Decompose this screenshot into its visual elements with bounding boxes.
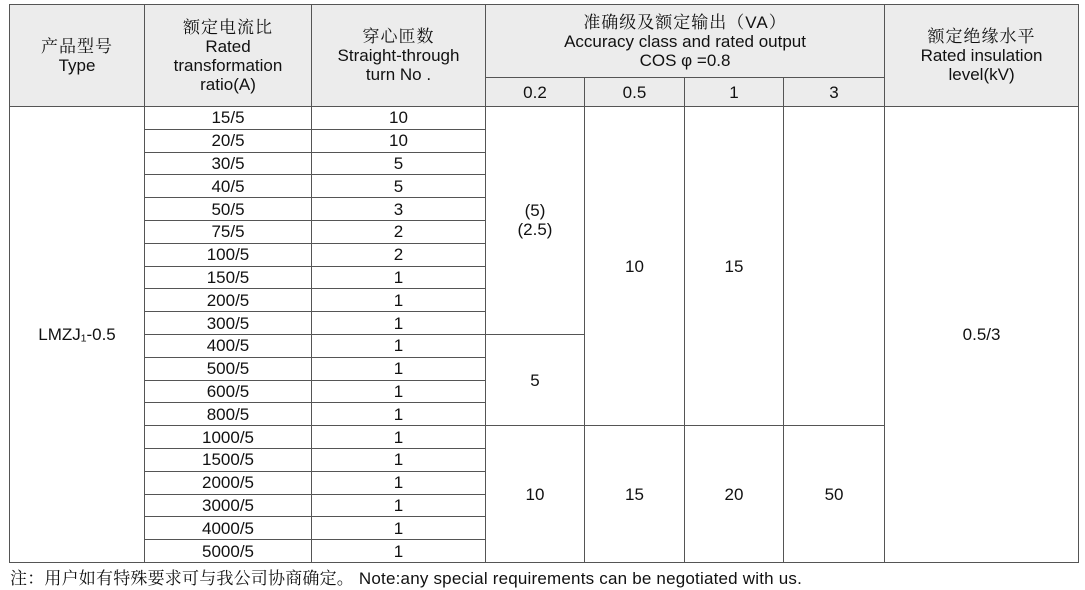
header-type-cn: 产品型号: [41, 36, 113, 56]
ratio-cell: 5000/5: [145, 540, 312, 563]
header-turns-en1: Straight-through: [337, 46, 460, 65]
header-class-0-2: 0.2: [486, 78, 585, 107]
turns-cell: 3: [312, 198, 486, 221]
group1-class-1: 15: [685, 107, 784, 426]
turns-cell: 1: [312, 426, 486, 449]
header-turns-cn: 穿心匝数: [362, 27, 435, 46]
turns-cell: 1: [312, 312, 486, 335]
header-accuracy-en1: Accuracy class and rated output: [564, 31, 806, 51]
turns-cell: 10: [312, 129, 486, 152]
ratio-cell: 500/5: [145, 357, 312, 380]
ratio-cell: 300/5: [145, 312, 312, 335]
header-insulation: [885, 5, 1079, 107]
turns-cell: 1: [312, 289, 486, 312]
header-ratio-cn: 额定电流比: [183, 17, 273, 37]
group2-class-0-2: 5: [486, 334, 585, 425]
turns-cell: 2: [312, 220, 486, 243]
ratio-cell: 20/5: [145, 129, 312, 152]
header-accuracy: [486, 5, 885, 78]
turns-cell: 1: [312, 517, 486, 540]
header-accuracy-cn: 准确级及额定输出（VA）: [583, 12, 787, 32]
ratio-cell: 200/5: [145, 289, 312, 312]
ratio-cell: 30/5: [145, 152, 312, 175]
header-accuracy-en2: COS φ =0.8: [639, 50, 731, 70]
turns-cell: 1: [312, 380, 486, 403]
header-turns: [312, 5, 486, 107]
group1-class-0-5: 10: [585, 107, 685, 426]
turns-cell: 1: [312, 494, 486, 517]
group1-class-3: [784, 107, 885, 426]
header-ratio-en2: transformation: [173, 55, 283, 75]
turns-cell: 5: [312, 152, 486, 175]
ratio-cell: 150/5: [145, 266, 312, 289]
header-row-1: [10, 5, 1079, 78]
header-turns-en2: turn No .: [365, 65, 432, 84]
ratio-cell: 100/5: [145, 243, 312, 266]
ratio-cell: 50/5: [145, 198, 312, 221]
turns-cell: 1: [312, 448, 486, 471]
ratio-cell: 1000/5: [145, 426, 312, 449]
turns-cell: 1: [312, 540, 486, 563]
header-insulation-en2: level(kV): [948, 65, 1015, 84]
header-ratio-en1: Rated: [205, 36, 251, 56]
turns-cell: 2: [312, 243, 486, 266]
header-type-en: Type: [58, 55, 96, 75]
turns-cell: 1: [312, 266, 486, 289]
ratio-cell: 40/5: [145, 175, 312, 198]
header-ratio: [145, 5, 312, 107]
spec-table: [9, 4, 1079, 563]
ratio-cell: 1500/5: [145, 448, 312, 471]
header-class-0-5: 0.5: [585, 78, 685, 107]
turns-cell: 5: [312, 175, 486, 198]
ratio-cell: 3000/5: [145, 494, 312, 517]
ratio-cell: 2000/5: [145, 471, 312, 494]
turns-cell: 1: [312, 357, 486, 380]
header-ratio-en3: ratio(A): [200, 74, 256, 94]
ratio-cell: 400/5: [145, 334, 312, 357]
header-class-3: 3: [784, 78, 885, 107]
ratio-cell: 15/5: [145, 107, 312, 130]
header-insulation-cn: 额定绝缘水平: [927, 27, 1036, 46]
ratio-cell: 75/5: [145, 220, 312, 243]
ratio-cell: 800/5: [145, 403, 312, 426]
table-row: [10, 107, 1079, 130]
group3-class-0-2: 10: [486, 426, 585, 563]
insulation-cell: 0.5/3: [885, 107, 1079, 563]
header-insulation-en1: Rated insulation: [920, 46, 1043, 65]
header-type: [10, 5, 145, 107]
turns-cell: 1: [312, 334, 486, 357]
group3-class-1: 20: [685, 426, 784, 563]
header-class-1: 1: [685, 78, 784, 107]
ratio-cell: 4000/5: [145, 517, 312, 540]
group3-class-0-5: 15: [585, 426, 685, 563]
turns-cell: 10: [312, 107, 486, 130]
group1-class-0-2: [486, 107, 585, 335]
group1-class-0-2-line2: (2.5): [517, 220, 553, 240]
turns-cell: 1: [312, 471, 486, 494]
ratio-cell: 600/5: [145, 380, 312, 403]
footnote: 注：用户如有特殊要求可与我公司协商确定。 Note:any special requirements can be negotiated with us.: [10, 569, 802, 588]
turns-cell: 1: [312, 403, 486, 426]
model-cell: LMZJ₁-0.5: [10, 107, 145, 563]
group1-class-0-2-line1: (5): [524, 201, 546, 221]
group3-class-3: 50: [784, 426, 885, 563]
